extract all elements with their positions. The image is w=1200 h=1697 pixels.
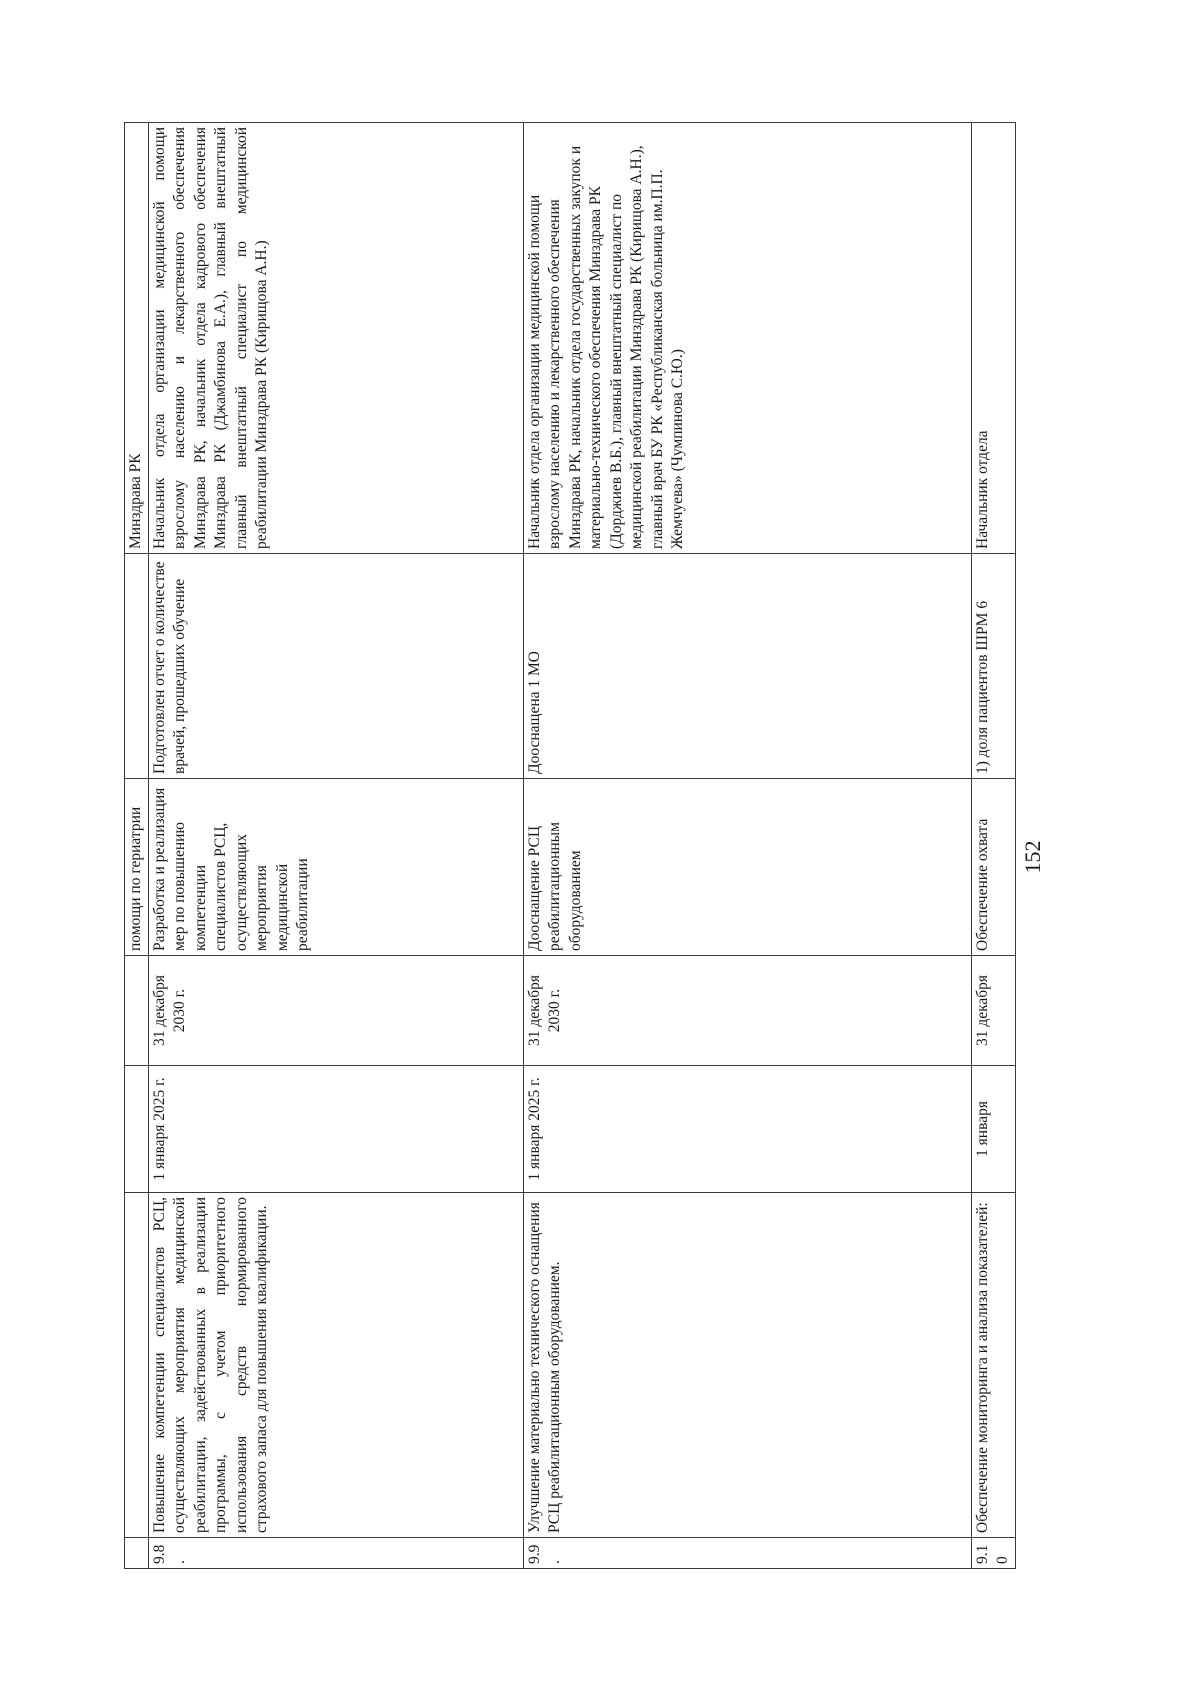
cell-empty (125, 1066, 149, 1193)
responsible-party: Начальник отдела организации медицинской помощи взрослому населению и лекарственного обеспечения Минздрава РК, начальник отдела государственных закупок и материально-технического обеспечения Минздрава РК (Дорджиев В.Б.), главный внештатный специалист по медицинской реабилитации Минздрава РК (Кирищова А.Н.), главный врач БУ РК «Республиканская больница им.П.П. Жемчуева» (Чумпинова С.Ю.) (523, 123, 971, 554)
cell-empty (125, 956, 149, 1066)
action-plan-table (124, 122, 1016, 1569)
row-number: 9.9. (523, 1538, 971, 1569)
implementation-form: Обеспечение охвата (971, 779, 1015, 956)
end-date: 31 декабря (971, 956, 1015, 1066)
cell-empty (125, 1538, 149, 1569)
row-number: 9.8. (148, 1538, 523, 1569)
expected-result: Подготовлен отчет о количестве врачей, прошедших обучение (148, 554, 523, 779)
responsible-party: Начальник отдела (971, 123, 1015, 554)
end-date: 31 декабря 2030 г. (523, 956, 971, 1066)
start-date: 1 января (971, 1066, 1015, 1193)
end-date: 31 декабря 2030 г. (148, 956, 523, 1066)
action-description: Обеспечение мониторинга и анализа показателей: (971, 1193, 1015, 1538)
page-number: 152 (1020, 840, 1045, 874)
row-number: 9.10 (971, 1538, 1015, 1569)
expected-result: 1) доля пациентов ШРМ 6 (971, 554, 1015, 779)
cell-form-continuation: помощи по гериатрии (125, 779, 149, 956)
action-description: Улучшение материально технического оснащения РСЦ реабилитационным оборудованием. (523, 1193, 971, 1538)
cell-responsible-continuation: Минздрава РК (125, 123, 149, 554)
table-row (523, 123, 971, 1569)
table-header-continuation-row (125, 123, 149, 1569)
start-date: 1 января 2025 г. (148, 1066, 523, 1193)
cell-empty (125, 554, 149, 779)
implementation-form: Разработка и реализация мер по повышению компетенции специалистов РСЦ, осуществляющих мероприятия медицинской реабилитации (148, 779, 523, 956)
start-date: 1 января 2025 г. (523, 1066, 971, 1193)
action-description: Повышение компетенции специалистов РСЦ, осуществляющих мероприятия медицинской реабилитации, задействованных в реализации программы, с учетом приоритетного использования средств нормированного страхового запаса для повышения квалификации. (148, 1193, 523, 1538)
responsible-party: Начальник отдела организации медицинской помощи взрослому населению и лекарственного обеспечения Минздрава РК, начальник отдела кадрового обеспечения Минздрава РК (Джамбинова Е.А.), главный внештатный главный внештатный специалист по медицинской реабилитации Минздрава РК (Кирищова А.Н.) (148, 123, 523, 554)
rotated-page-content (124, 123, 1080, 1569)
table-row (148, 123, 523, 1569)
table-row (971, 123, 1015, 1569)
implementation-form: Дооснащение РСЦ реабилитационным оборудованием (523, 779, 971, 956)
expected-result: Дооснащена 1 МО (523, 554, 971, 779)
cell-empty (125, 1193, 149, 1538)
